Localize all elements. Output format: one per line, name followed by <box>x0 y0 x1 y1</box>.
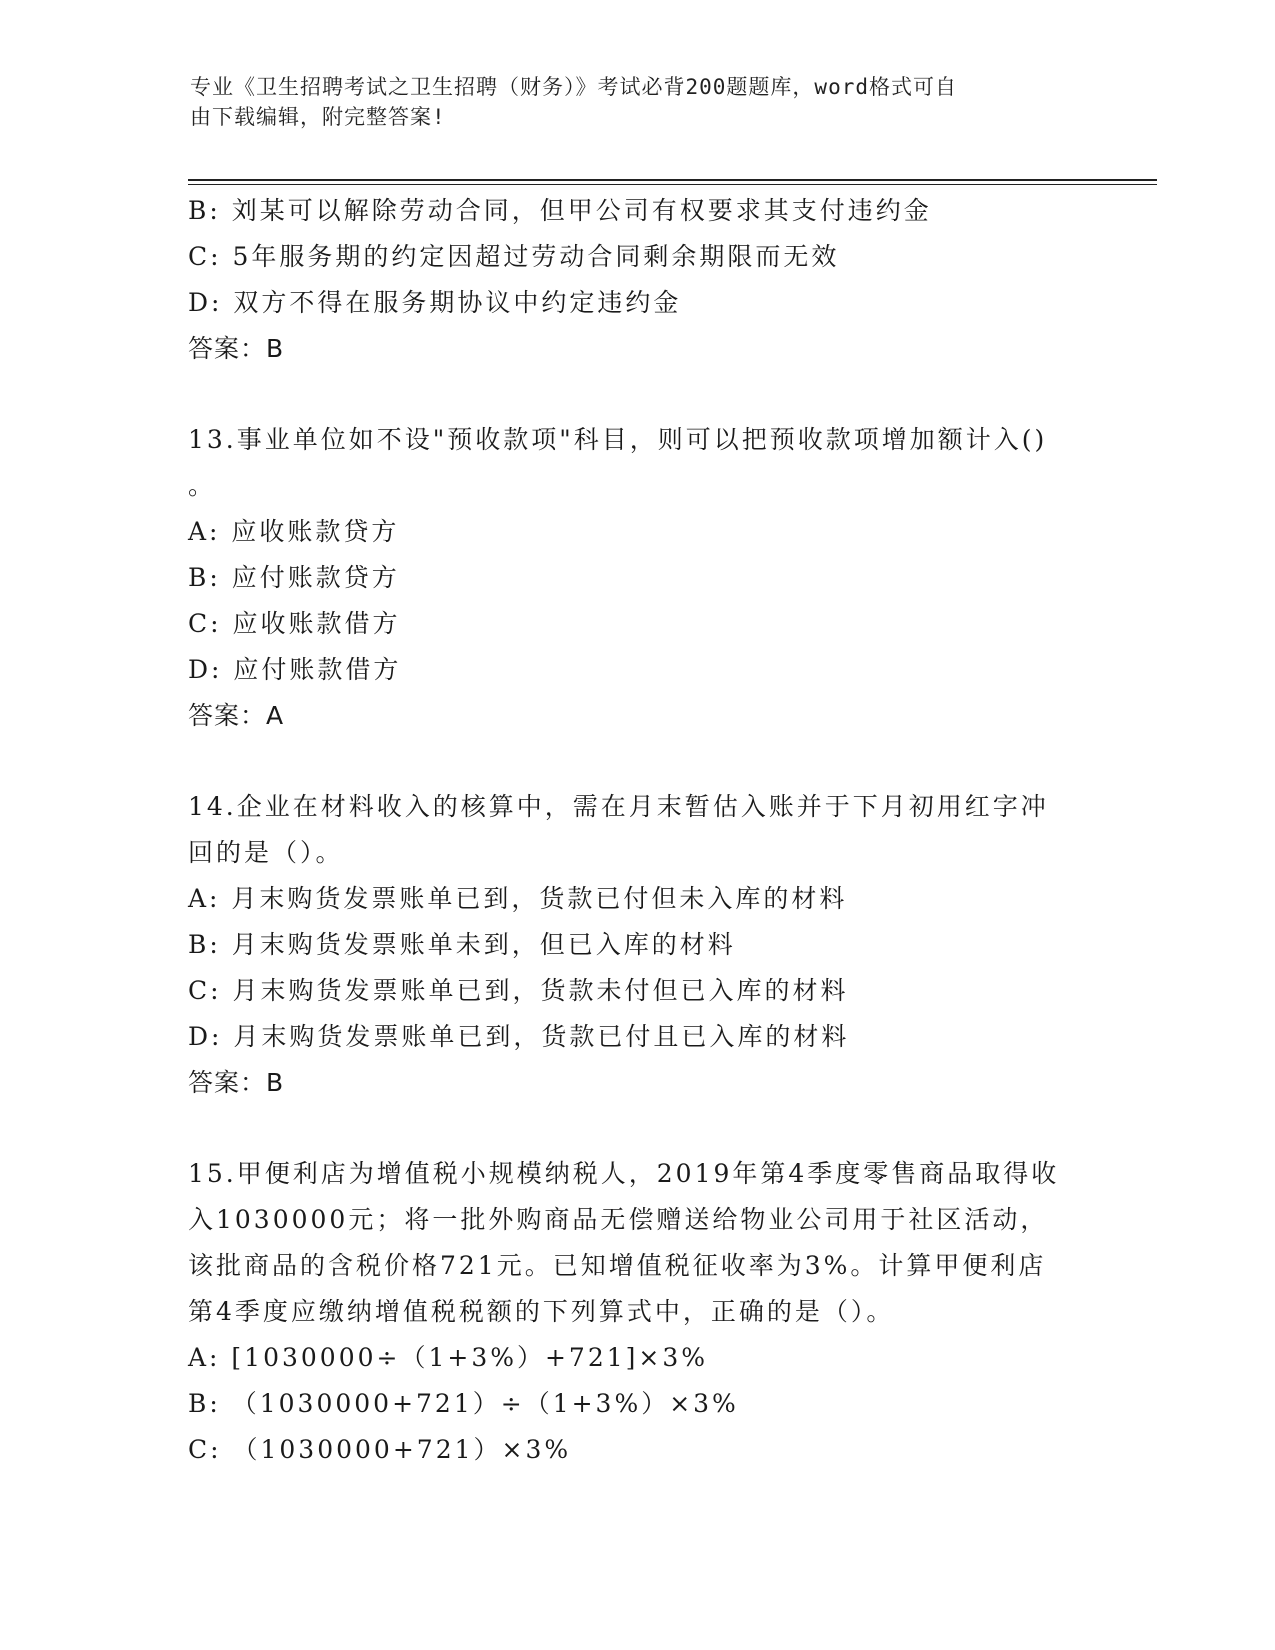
header-line-2: 由下载编辑，附完整答案! <box>190 105 446 129</box>
option-b: B: （1030000+721）÷（1+3%）×3% <box>188 1389 739 1418</box>
answer-line: 答案：A <box>188 701 285 730</box>
option-c: C: 5年服务期的约定因超过劳动合同剩余期限而无效 <box>188 242 840 271</box>
question-stem-continued: 回的是（）。 <box>188 838 344 867</box>
document-header <box>190 72 1070 132</box>
question-stem: 14.企业在材料收入的核算中，需在月末暂估入账并于下月初用红字冲 <box>188 792 1049 821</box>
question-list <box>188 188 1088 1473</box>
question-stem-continued: 该批商品的含税价格721元。已知增值税征收率为3%。计算甲便利店 <box>188 1251 1047 1280</box>
question-stem-continued: 第4季度应缴纳增值税税额的下列算式中，正确的是（）。 <box>188 1297 895 1326</box>
question-13 <box>188 417 1088 739</box>
question-stem: 13.事业单位如不设"预收款项"科目，则可以把预收款项增加额计入() <box>188 425 1048 454</box>
option-c: C: 应收账款借方 <box>188 609 401 638</box>
header-line-1: 专业《卫生招聘考试之卫生招聘（财务）》考试必背200题题库，word格式可自 <box>190 75 957 99</box>
option-d: D: 月末购货发票账单已到，货款已付且已入库的材料 <box>188 1022 850 1051</box>
question-stem-continued: 。 <box>188 471 217 500</box>
option-c: C: （1030000+721）×3% <box>188 1435 572 1464</box>
question-15 <box>188 1151 1088 1473</box>
option-a: A: 应收账款贷方 <box>188 517 400 546</box>
option-d: D: 双方不得在服务期协议中约定违约金 <box>188 288 682 317</box>
answer-line: 答案：B <box>188 334 285 363</box>
answer-line: 答案：B <box>188 1068 285 1097</box>
question-14 <box>188 784 1088 1106</box>
header-divider-thin <box>188 184 1157 185</box>
option-b: B: 月末购货发票账单未到，但已入库的材料 <box>188 930 736 959</box>
option-a: A: [1030000÷（1+3%）+721]×3% <box>188 1343 709 1372</box>
option-a: A: 月末购货发票账单已到，货款已付但未入库的材料 <box>188 884 848 913</box>
question-stem-continued: 入1030000元；将一批外购商品无偿赠送给物业公司用于社区活动， <box>188 1205 1049 1234</box>
question-12-continued <box>188 188 1088 372</box>
option-c: C: 月末购货发票账单已到，货款未付但已入库的材料 <box>188 976 849 1005</box>
question-stem: 15.甲便利店为增值税小规模纳税人，2019年第4季度零售商品取得收 <box>188 1159 1060 1188</box>
option-b: B: 应付账款贷方 <box>188 563 400 592</box>
header-divider-thick <box>188 179 1157 181</box>
option-d: D: 应付账款借方 <box>188 655 402 684</box>
option-b: B: 刘某可以解除劳动合同，但甲公司有权要求其支付违约金 <box>188 196 932 225</box>
